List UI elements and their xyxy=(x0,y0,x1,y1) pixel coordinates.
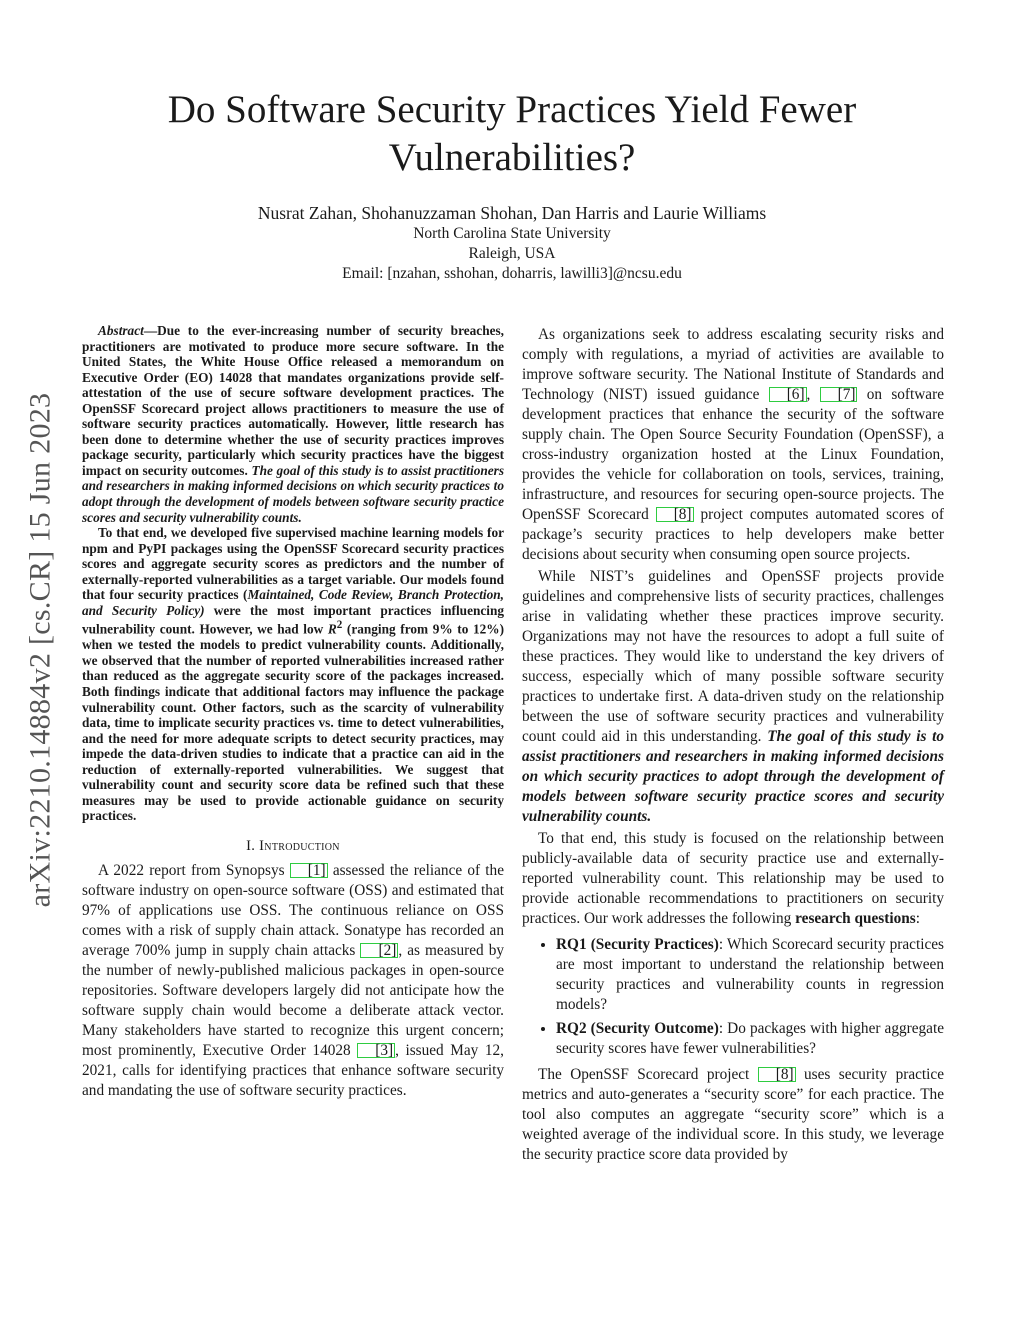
research-question-list xyxy=(522,935,944,1059)
citation-link-1[interactable]: [1] xyxy=(290,863,328,878)
intro-text-b: assessed the reliance of the software industry on open-source software (OSS) and estimated that 97% of applications use OSS. The continuous reliance on OSS comes with a risk of supply chain attack. Sonatype has recorded an average 700% jump in supply chain attacks xyxy=(82,861,504,959)
location: Raleigh, USA xyxy=(468,245,556,262)
abstract-paragraph-1 xyxy=(82,323,504,525)
right-body-continued xyxy=(522,1065,944,1165)
right-column xyxy=(522,325,944,1165)
citation-link-2[interactable]: [2] xyxy=(360,943,398,958)
right-paragraph-2 xyxy=(522,567,944,827)
right-paragraph-1 xyxy=(522,325,944,565)
section-heading-introduction xyxy=(82,838,504,855)
email: Email: [nzahan, sshohan, doharris, lawilli3]@ncsu.edu xyxy=(342,265,682,282)
citation-separator: , xyxy=(806,386,820,403)
abstract-goal: The goal of this study is to assist practitioners and researchers in making informed decisions on which security practices to adopt through the development of models between software security practice scores and security vulnerability counts. xyxy=(82,462,504,525)
right-p2-text: While NIST’s guidelines and OpenSSF projects provide guidelines and comprehensive lists of security practices, challenges arise in validating whether these practices improve security. Organizations may not have the resources to adopt a full suite of these practices. They would like to understand the key drivers of success, especially which of many possible software security practices to undertake first. A data-driven study on the relationship between the use of software security practices and vulnerability count could aid in this understanding. xyxy=(522,568,944,745)
rq1-label: RQ1 (Security Practices) xyxy=(556,936,719,953)
author-block xyxy=(100,203,924,284)
abstract-text-2a: To that end, we developed five supervised machine learning models for npm and PyPI packages using the OpenSSF Scorecard security practices scores and aggregate security scores as predictors and the number of externally-reported vulnerabilities as a target variable. Our models found that four security practices ( xyxy=(82,525,504,603)
arxiv-identifier-text: arXiv:2210.14884v2 [cs.CR] 15 Jun 2023 xyxy=(23,392,56,908)
title-line-1: Do Software Security Practices Yield Fewer xyxy=(167,88,857,131)
r-squared-exponent: 2 xyxy=(336,619,343,632)
abstract-text-2b: were the most important practices influencing vulnerability count. However, we had low xyxy=(82,602,505,637)
right-p1-text-a: As organizations seek to address escalating security risks and comply with regulations, a myriad of activities are available to improve software security. The National Institute of Standards and Technology (NIST) issued guidance xyxy=(522,326,944,403)
left-column xyxy=(82,323,504,1101)
arxiv-identifier xyxy=(20,360,60,940)
abstract-text-2c: (ranging from 9% to 12%) when we tested the models to predict vulnerability counts. Additionally, we observed that the number of reported vulnerabilities increased rather than reduced as the aggregate security score of the packages increased. Both findings indicate that additional factors may influence the package vulnerability count. Other factors, such as the scarcity of vulnerability data, time to implicate security practices vs. time to detect vulnerabilities, and the need for more adequate scripts to detect security practices, may impede the data-driven studies to indicate that a practice can aid in the reduction of externally-reported vulnerabilities. We suggest that vulnerability count and security score data be refined such that these measures may be used to provide actionable guidance on security practices. xyxy=(82,621,504,824)
right-p1-text-b: on software development practices that enhance the security of the software supply chain. The Open Source Security Foundation (OpenSSF), a cross-industry organization hosted at the Linux Foundation, provides the vehicle for collaboration on tools, services, training, infrastructure, and resources for securing open-source projects. The OpenSSF Scorecard xyxy=(522,386,944,523)
rq1-text: : Which Scorecard security practices are most important to understand the relationship between security practices and vulnerability counts in regression models? xyxy=(556,936,944,1013)
citation-link-3[interactable]: [3] xyxy=(357,1043,395,1058)
abstract xyxy=(82,323,504,824)
paper-title xyxy=(100,86,924,182)
abstract-text-1: Due to the ever-increasing number of security breaches, practitioners are motivated to produce more secure software. In the United States, the White House Office released a memorandum on Executive Order (EO) 14028 that mandates organizations provide self-attestation of the use of secure software development practices. The OpenSSF Scorecard project allows practitioners to measure the use of software security practices automatically. However, little research has been done to determine whether the use of security practices improves package security, particularly which security practices have the biggest impact on security outcomes. xyxy=(82,323,504,478)
abstract-paragraph-2 xyxy=(82,525,504,824)
section-numeral: I. xyxy=(246,837,256,854)
rq2-text: : Do packages with higher aggregate security scores have fewer vulnerabilities? xyxy=(556,1020,944,1057)
rq2-label: RQ2 (Security Outcome) xyxy=(556,1020,719,1037)
intro-paragraph-1 xyxy=(82,861,504,1101)
intro-text-a: A 2022 report from Synopsys xyxy=(98,861,290,879)
right-body xyxy=(522,325,944,929)
citation-link-6[interactable]: [6] xyxy=(769,387,807,402)
citation-link-8[interactable]: [8] xyxy=(656,507,694,522)
right-p4-text-b: uses security practice metrics and auto-generates a “security score” for each practice. The tool also computes an aggregate “security score” which is a weighted average of the individual score. In this study, we leverage the security practice score data provided by xyxy=(522,1066,944,1163)
title-line-2: Vulnerabilities? xyxy=(388,136,636,179)
study-goal: The goal of this study is to assist practitioners and researchers in making informed decisions on which security practices to adopt through the development of models between software security practice scores and security vulnerability counts. xyxy=(522,728,945,825)
abstract-label: Abstract xyxy=(98,323,144,338)
citation-link-8b[interactable]: [8] xyxy=(758,1067,796,1082)
right-paragraph-4 xyxy=(522,1065,944,1165)
citation-link-7[interactable]: [7] xyxy=(820,387,858,402)
research-questions-label: research questions xyxy=(795,910,916,927)
right-paragraph-3 xyxy=(522,829,944,929)
list-item xyxy=(556,935,944,1015)
right-p3-text: To that end, this study is focused on the relationship between publicly-available data of security practice use and externally-reported vulnerability count. This relationship may be used to provide actionable recommendations to practitioners on security practices. Our work addresses the following xyxy=(522,830,944,927)
intro-text-c: , as measured by the number of newly-published malicious packages in open-source repositories. Software developers largely did not anticipate how the software supply chain would become a deliberate attack vector. Many stakeholders have started to recognize this urgent concern; most prominently, Executive Order 14028 xyxy=(82,941,504,1059)
right-p4-text-a: The OpenSSF Scorecard project xyxy=(538,1066,758,1083)
affiliation: North Carolina State University xyxy=(413,225,611,242)
section-title: Introduction xyxy=(259,837,340,854)
intro-text-d: , issued May 12, 2021, calls for identifying practices that enhance software security and mandating the use of software security practices. xyxy=(82,1041,504,1099)
abstract-practices: Maintained, Code Review, Branch Protection, and Security Policy) xyxy=(82,587,504,618)
abstract-dash: — xyxy=(143,323,158,338)
right-p3-colon: : xyxy=(915,910,920,927)
right-p1-text-c: project computes automated scores of package’s security practices to help developers make better decisions about security when consuming open source projects. xyxy=(522,506,944,563)
introduction-left xyxy=(82,861,504,1101)
author-names: Nusrat Zahan, Shohanuzzaman Shohan, Dan Harris and Laurie Williams xyxy=(257,203,767,223)
r-squared-symbol: R xyxy=(327,621,337,637)
list-item xyxy=(556,1019,944,1059)
